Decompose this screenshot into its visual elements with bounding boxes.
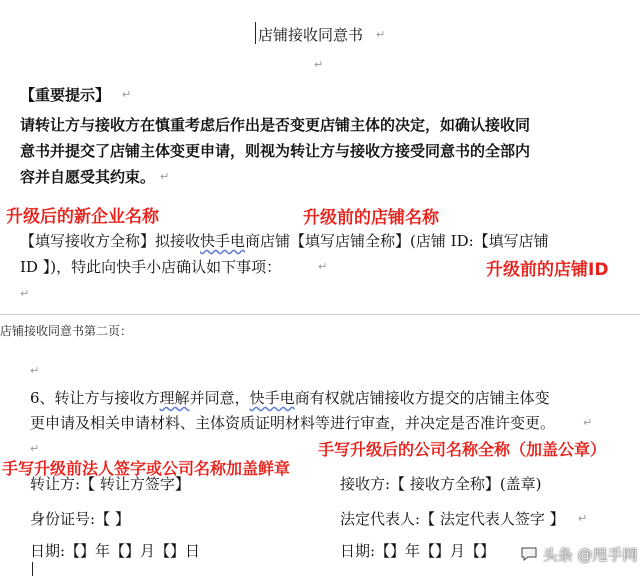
- receiver-name-field: 接收方:【 接收方全称】(盖章): [340, 475, 542, 493]
- paragraph-mark-icon: ↵: [376, 28, 386, 41]
- paragraph-mark-icon: ↵: [318, 260, 328, 273]
- spellcheck-word: 快手电: [200, 232, 246, 250]
- date-right-field: 日期:【】年【】月【】: [340, 542, 496, 560]
- paragraph-mark-icon: ↵: [20, 287, 30, 300]
- spellcheck-word: 快手电: [249, 389, 295, 407]
- item6-text-c: 并同意，: [189, 389, 250, 407]
- annotation-old-shop-id: 升级前的店铺ID: [486, 260, 609, 280]
- watermark: [520, 544, 638, 565]
- chat-bubble-icon: [520, 546, 543, 564]
- para1-line-2: ID 】)，特此向快手小店确认如下事项：: [20, 258, 282, 276]
- document-title: 店铺接收同意书: [258, 26, 364, 44]
- annotation-handwrite-old-legal: 手写升级前法人签字或公司名称加盖鲜章: [2, 459, 291, 478]
- page-divider: [0, 314, 640, 315]
- notice-line-3: 容并自愿受其约束。: [20, 168, 156, 186]
- annotation-old-shop-name: 升级前的店铺名称: [303, 208, 439, 228]
- notice-line-1: 请转让方与接收方在慎重考虑后作出是否变更店铺主体的决定，如确认接收同: [20, 116, 531, 134]
- watermark-text: 头条 @甩手网: [542, 546, 638, 564]
- paragraph-mark-icon: ↵: [122, 88, 132, 101]
- item6-text-e: 商有权就店铺接收方提交的店铺主体变: [294, 389, 550, 407]
- paragraph-mark-icon: ↵: [30, 364, 40, 377]
- paragraph-mark-icon: ↵: [583, 416, 593, 429]
- item6-text-a: 6、转让方与接收方: [30, 389, 160, 407]
- spellcheck-word: 理解: [159, 389, 190, 407]
- notice-line-2: 意书并提交了店铺主体变更申请，则视为转让方与接收方接受同意书的全部内: [20, 142, 531, 160]
- date-left-field: 日期:【】年【】月【】日: [30, 542, 201, 560]
- id-number-field: 身份证号:【 】: [30, 510, 130, 528]
- item6-line-1: [30, 387, 550, 408]
- paragraph-mark-icon: ↵: [578, 512, 588, 525]
- legal-rep-field: 法定代表人:【 法定代表人签字 】: [340, 510, 565, 528]
- shop-name-placeholder: 商店铺【填写店铺全称】(店铺 ID:【填写店铺: [245, 232, 549, 250]
- text-cursor: [255, 22, 256, 44]
- page2-label: 店铺接收同意书第二页：: [0, 324, 133, 338]
- item6-line-2: 更申请及相关申请材料、主体资质证明材料等进行审查，并决定是否准许变更。: [30, 414, 556, 432]
- annotation-new-company-name: 升级后的新企业名称: [6, 207, 159, 227]
- text-cursor: [32, 562, 33, 576]
- receiver-name-placeholder: 【填写接收方全称】拟接收: [20, 232, 201, 250]
- paragraph-mark-icon: ↵: [314, 58, 324, 71]
- para1-line-1: [20, 230, 549, 251]
- notice-heading: 【重要提示】: [20, 86, 111, 104]
- transferor-signature-field: 转让方:【 转让方签字】: [30, 475, 190, 493]
- paragraph-mark-icon: ↵: [160, 170, 170, 183]
- annotation-handwrite-new-company: 手写升级后的公司名称全称（加盖公章）: [318, 440, 607, 459]
- paragraph-mark-icon: ↵: [30, 442, 40, 455]
